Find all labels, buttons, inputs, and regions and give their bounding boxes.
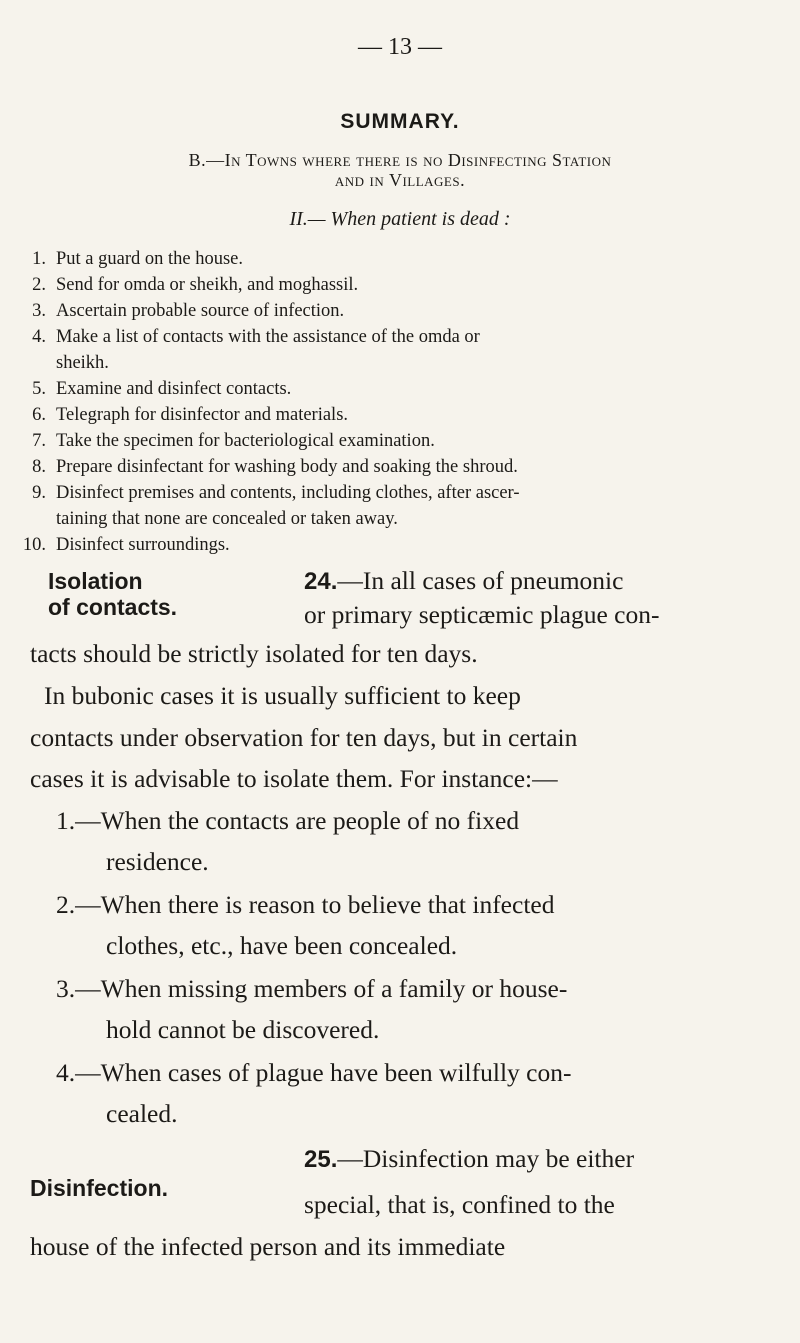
case-text: —When there is reason to believe that infected bbox=[75, 890, 555, 919]
case-number: 2. bbox=[56, 890, 76, 919]
side-heading-isolation-line2: of contacts. bbox=[48, 594, 178, 620]
case-item bbox=[56, 806, 519, 836]
disinfection-para-first-line bbox=[304, 1144, 634, 1174]
paragraph-line: cases it is advisable to isolate them. For instance:— bbox=[30, 764, 558, 793]
side-heading-isolation-line1: Isolation bbox=[48, 568, 143, 594]
summary-steps-list bbox=[0, 246, 800, 558]
step-text: Send for omda or sheikh, and moghassil. bbox=[56, 275, 359, 295]
paragraph-line: special, that is, confined to the bbox=[304, 1190, 615, 1219]
case-text-continuation: hold cannot be discovered. bbox=[106, 1015, 380, 1044]
list-item bbox=[0, 454, 756, 480]
list-item bbox=[0, 324, 756, 350]
summary-title: SUMMARY. bbox=[340, 110, 460, 133]
step-number: 4. bbox=[32, 327, 46, 347]
list-item bbox=[0, 506, 756, 532]
subsection-heading bbox=[0, 208, 800, 231]
step-number: 6. bbox=[32, 405, 46, 425]
step-text: Examine and disinfect contacts. bbox=[56, 379, 292, 399]
step-text: Make a list of contacts with the assistance of the omda or bbox=[56, 327, 480, 347]
case-number: 4. bbox=[56, 1058, 76, 1087]
step-number: 2. bbox=[32, 275, 46, 295]
list-item bbox=[0, 428, 756, 454]
list-item bbox=[0, 350, 756, 376]
list-item bbox=[0, 272, 756, 298]
case-text: —When the contacts are people of no fixed bbox=[75, 806, 520, 835]
case-text-continuation: cealed. bbox=[106, 1099, 178, 1128]
paragraph-line: tacts should be strictly isolated for ten days. bbox=[30, 639, 478, 668]
step-text: Prepare disinfectant for washing body and soaking the shroud. bbox=[56, 457, 518, 477]
step-text: sheikh. bbox=[56, 353, 109, 373]
list-item bbox=[0, 480, 756, 506]
paragraph-number: 24. bbox=[304, 568, 338, 595]
list-item bbox=[0, 402, 756, 428]
paragraph-line: house of the infected person and its immediate bbox=[30, 1232, 506, 1261]
case-text-continuation: residence. bbox=[106, 847, 209, 876]
case-number: 1. bbox=[56, 806, 76, 835]
case-item bbox=[56, 890, 554, 920]
isolation-para-first-line bbox=[304, 566, 623, 596]
case-text-continuation: clothes, etc., have been concealed. bbox=[106, 931, 458, 960]
subsection-heading-text: II.— When patient is dead : bbox=[289, 208, 511, 230]
list-item bbox=[0, 298, 756, 324]
step-text: taining that none are concealed or taken away. bbox=[56, 509, 398, 529]
list-item bbox=[0, 376, 756, 402]
step-text: Put a guard on the house. bbox=[56, 249, 244, 269]
section-heading-line1: B.—In Towns where there is no Disinfecting Station bbox=[188, 150, 612, 170]
step-text: Disinfect surroundings. bbox=[56, 535, 230, 555]
step-number: 5. bbox=[32, 379, 46, 399]
step-number: 3. bbox=[32, 301, 46, 321]
paragraph-line: or primary septicæmic plague con- bbox=[304, 600, 660, 629]
step-number: 8. bbox=[32, 457, 46, 477]
case-item bbox=[56, 1058, 571, 1088]
paragraph-line: In bubonic cases it is usually sufficient to keep bbox=[44, 681, 521, 710]
paragraph-line: contacts under observation for ten days, but in certain bbox=[30, 723, 578, 752]
side-heading-disinfection: Disinfection. bbox=[30, 1175, 169, 1201]
step-text: Disinfect premises and contents, including clothes, after ascer- bbox=[56, 483, 520, 503]
page-number: — 13 — bbox=[358, 34, 442, 60]
step-text: Ascertain probable source of infection. bbox=[56, 301, 345, 321]
case-text: —When cases of plague have been wilfully con- bbox=[75, 1058, 572, 1087]
step-number: 10. bbox=[22, 535, 46, 555]
case-item bbox=[56, 974, 567, 1004]
step-text: Take the specimen for bacteriological examination. bbox=[56, 431, 435, 451]
step-number: 1. bbox=[32, 249, 46, 269]
section-heading-line2: and in Villages. bbox=[334, 170, 466, 190]
list-item bbox=[0, 532, 756, 558]
step-number: 7. bbox=[32, 431, 46, 451]
case-number: 3. bbox=[56, 974, 76, 1003]
step-number: 9. bbox=[32, 483, 46, 503]
case-text: —When missing members of a family or house- bbox=[75, 974, 568, 1003]
step-text: Telegraph for disinfector and materials. bbox=[56, 405, 349, 425]
list-item bbox=[0, 246, 756, 272]
paragraph-text: —In all cases of pneumonic bbox=[337, 566, 624, 595]
paragraph-number: 25. bbox=[304, 1146, 338, 1173]
paragraph-text: —Disinfection may be either bbox=[337, 1144, 635, 1173]
